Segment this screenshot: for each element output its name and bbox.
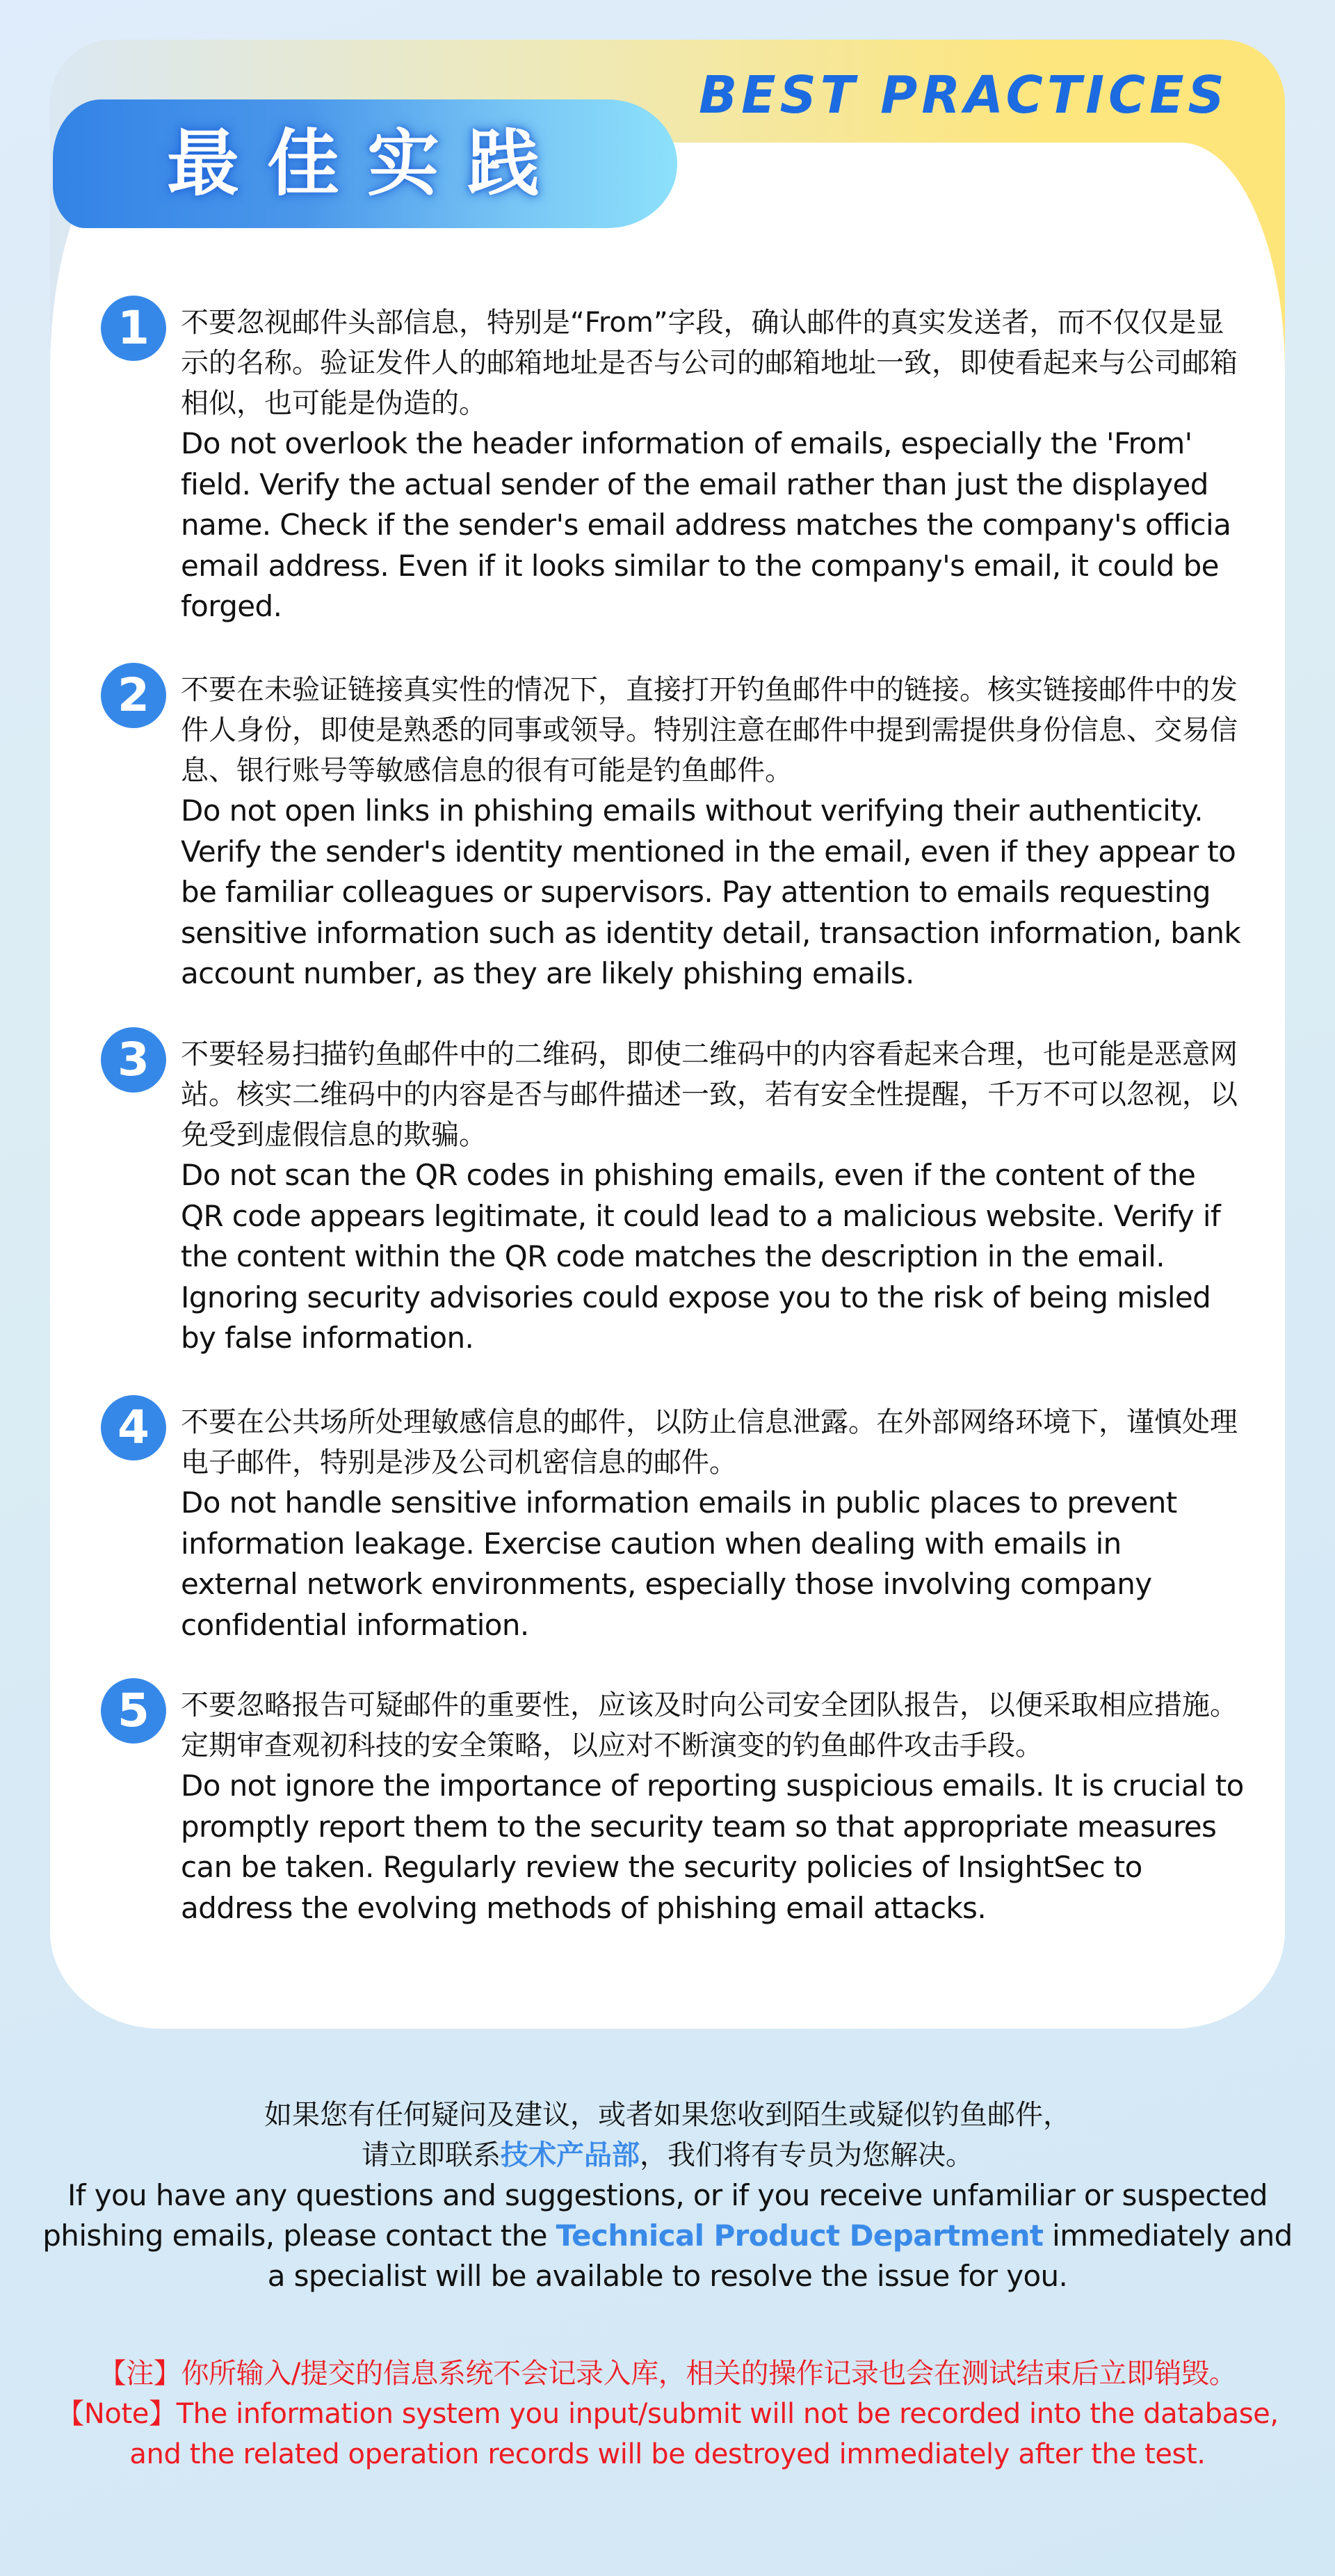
contact-en-suffix: immediately and a specialist will be available to resolve the issue for you. bbox=[267, 2219, 1293, 2293]
item-text-zh: 不要轻易扫描钓鱼邮件中的二维码，即使二维码中的内容看起来合理，也可能是恶意网站。核实二维码中的内容是否与邮件描述一致，若有安全性提醒，千万不可以忽视，以免受到虚假信息的欺骗。 bbox=[181, 1038, 1238, 1151]
note-text-en-line2: and the related operation records will be destroyed immediately after the test. bbox=[129, 2438, 1206, 2470]
note-text-en-line1: 【Note】The information system you input/submit will not be recorded into the database, bbox=[56, 2398, 1279, 2430]
contact-zh-suffix: ，我们将有专员为您解决。 bbox=[640, 2139, 973, 2171]
item-text-en: Do not ignore the importance of reporting suspicious emails. It is crucial to promptly report them to the security team so that appropriate measures can be taken. Regularly review the security policies of InsightSec to address the evolving methods of phishing email attacks. bbox=[181, 1769, 1244, 1925]
item-text-zh: 不要忽略报告可疑邮件的重要性，应该及时向公司安全团队报告，以便采取相应措施。定期审查观初科技的安全策略，以应对不断演变的钓鱼邮件攻击手段。 bbox=[181, 1689, 1238, 1762]
disclaimer-note bbox=[0, 2353, 1335, 2474]
department-link-zh[interactable]: 技术产品部 bbox=[501, 2139, 640, 2171]
item-text-en: Do not overlook the header information of emails, especially the 'From' field. Verify the actual sender of the email rather than just the displayed name. Check if the sender's email address matches the company's officia email address. Even if it looks similar to the company's email, it could be forged. bbox=[181, 426, 1231, 623]
contact-en-prefix: If you have any questions and suggestions, or if you receive unfamiliar or suspected phishing emails, please contact the bbox=[42, 2178, 1268, 2253]
contact-section bbox=[0, 2095, 1335, 2296]
number-badge-icon: 2 bbox=[101, 663, 166, 728]
number-badge-icon: 3 bbox=[101, 1027, 166, 1093]
item-text-zh: 不要忽视邮件头部信息，特别是“From”字段，确认邮件的真实发送者，而不仅仅是显示的名称。验证发件人的邮箱地址是否与公司的邮箱地址一致，即使看起来与公司邮箱相似，也可能是伪造的。 bbox=[181, 307, 1238, 419]
english-title: BEST PRACTICES bbox=[699, 65, 1229, 125]
contact-text-en bbox=[42, 2175, 1293, 2296]
number-badge-icon: 5 bbox=[101, 1678, 166, 1744]
department-link-en[interactable]: Technical Product Department bbox=[556, 2219, 1044, 2253]
page-title: 最佳实践 bbox=[167, 121, 568, 206]
item-text-zh: 不要在公共场所处理敏感信息的邮件，以防止信息泄露。在外部网络环境下，谨慎处理电子邮件，特别是涉及公司机密信息的邮件。 bbox=[181, 1406, 1238, 1479]
contact-text-zh-line2 bbox=[0, 2135, 1335, 2175]
item-text-en: Do not scan the QR codes in phishing emails, even if the content of the QR code appears legitimate, it could lead to a malicious website. Verify if the content within the QR code matches the description in the email. Ignoring security advisories could expose you to the risk of being misled by false information. bbox=[181, 1158, 1221, 1355]
number-badge-icon: 4 bbox=[101, 1395, 166, 1460]
item-text-en: Do not handle sensitive information emails in public places to prevent information leakage. Exercise caution when dealing with emails in external network environments, especially those involving company confidential information. bbox=[181, 1486, 1177, 1642]
contact-text-zh-line1: 如果您有任何疑问及建议，或者如果您收到陌生或疑似钓鱼邮件， bbox=[264, 2099, 1071, 2131]
item-text-en: Do not open links in phishing emails without verifying their authenticity. Verify the sender's identity mentioned in the email, even if they appear to be familiar colleagues or supervisors. Pay attention to emails requesting sensitive information such as identity detail, transaction information, bank account number, as they are likely phishing emails. bbox=[181, 794, 1241, 990]
contact-zh-prefix: 请立即联系 bbox=[362, 2139, 501, 2171]
number-badge-icon: 1 bbox=[101, 296, 166, 361]
item-text-zh: 不要在未验证链接真实性的情况下，直接打开钓鱼邮件中的链接。核实链接邮件中的发件人身份，即使是熟悉的同事或领导。特别注意在邮件中提到需提供身份信息、交易信息、银行账号等敏感信息的很有可能是钓鱼邮件。 bbox=[181, 674, 1238, 787]
note-text-zh: 【注】你所输入/提交的信息系统不会记录入库，相关的操作记录也会在测试结束后立即销毁。 bbox=[98, 2358, 1237, 2390]
